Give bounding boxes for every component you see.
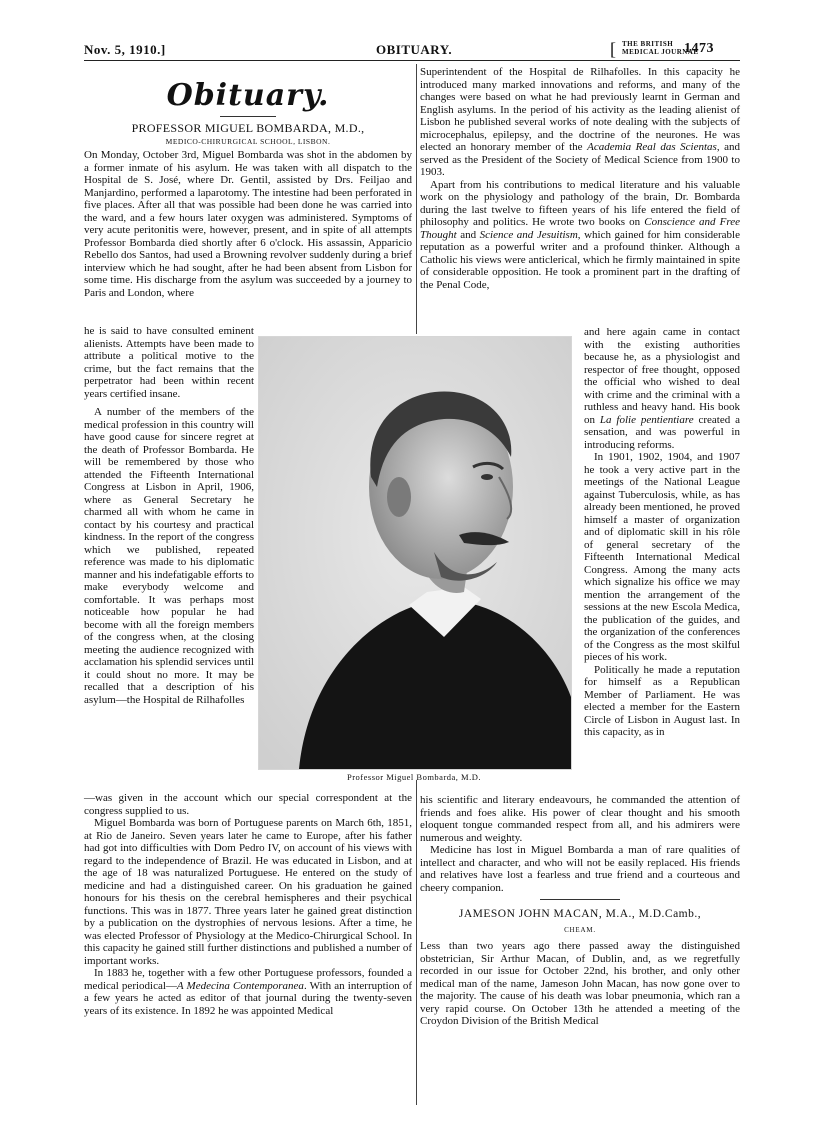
column-divider xyxy=(416,64,417,334)
right-column-article2 xyxy=(420,940,740,1028)
paragraph: In 1901, 1902, 1904, and 1907 he took a very active part in the meetings of the National League against Tuberculosis, while, as has already been mentioned, he proved himself a master of organization and of diplomatic skill in his rôle of general secretary of the Fifteenth International Medical Congress. Among the many acts which signalize his office we may mention the arrangement of the sessions at the new Escola Medica, the publication of the guides, and the organization of the conferences of the Congress as the most skilful pieces of his work. xyxy=(584,451,740,663)
paragraph: he is said to have consulted eminent alienists. Attempts have been made to attribute a political motive to the crime, but the fact remains that the perpetrator had been within recent years certified insane. xyxy=(84,325,254,400)
second-obituary-heading: JAMESON JOHN MACAN, M.A., M.D.Camb., xyxy=(458,908,702,920)
title-rule xyxy=(220,116,276,117)
left-column-bottom xyxy=(84,792,412,1017)
text-run: , which gained for him considerable reputation as a powerful writer and a profound thinker. Although a Catholic his views were anticlerical, which he firmly maintained in spite of considerable opposition. He took a prominent part in the drafting of the Penal Code, xyxy=(420,228,740,291)
issue-date: Nov. 5, 1910.] xyxy=(84,42,166,57)
book-title: Conscience and Free Thought xyxy=(420,216,740,241)
book-title: Science and Jesuitism xyxy=(479,228,578,241)
right-column-bottom xyxy=(420,794,740,894)
text-run: and xyxy=(456,228,480,241)
paragraph xyxy=(420,66,740,179)
section-title: Obituary. xyxy=(166,78,330,113)
running-head xyxy=(84,40,740,62)
paragraph: On Monday, October 3rd, Miguel Bombarda was shot in the abdomen by a former inmate of his asylum. He was taken with all dispatch to the Hospital de S. José, where Dr. Gentil, assisted by Drs. Feiljao and Manjardino, performed a laparotomy. The intestine had been perforated in five places. After all that was possible had been done he was carried into the ward, and a few hours later oxygen was administered. Symptoms of very acute peritonitis were, however, present, and in spite of all attempts Professor Bombarda died shortly after 6 o'clock. His assassin, Apparicio Rebello dos Santos, had used a Browning revolver suddenly during a brief interview which he had sought, after he had been absent from Lisbon for some time. His discharge from the asylum was succeeded by a journey to Paris and London, where xyxy=(84,149,412,299)
text-run: . With an interruption of a few years he acted as editor of that journal during the twenty-seven years of its existence. In 1892 he was appointed Medical xyxy=(84,979,412,1017)
text-run: Superintendent of the Hospital de Rilhafolles. In this capacity he introduced many marked innovations and reforms, and many of the changes were based on what he had previously learnt in German and English asylums. In the period of his activity as the leading alienist of Lisbon he published several works of note dealing with the subjects of microcephalus, epilepsy, and the doctrine of the neurones. He was elected an honorary member of the xyxy=(420,66,740,153)
right-column-top xyxy=(420,66,740,291)
paragraph xyxy=(420,179,740,292)
academy-name: Academia Real das Scientas xyxy=(587,141,717,153)
paragraph: A number of the members of the medical profession in this country will have good cause for sincere regret at the death of Professor Bombarda. He will be remembered by those who attended the Fifteenth International Congress at Lisbon in April, 1906, where as General Secretary he charmed all with whom he came in contact by his courtesy and practical kindness. In the report of the congress which we published, repeated reference was made to his diplomatic manner and his indefatigable efforts to make everybody welcome and comfortable. It was perhaps most noticeable how popular he had become with all the foreign members of the congress when, at the closing meeting the audience recognized with acclamation his splendid services until it could shout no more. It may be recalled that a description of his asylum—the Hospital de Rilhafolles xyxy=(84,406,254,706)
article-separator xyxy=(540,899,620,900)
paragraph xyxy=(584,326,740,451)
text-run: , and served as the President of the Society of Medical Science from 1900 to 1903. xyxy=(420,141,740,178)
journal-name-line2: MEDICAL JOURNAL xyxy=(622,48,699,56)
paragraph: Less than two years ago there passed away the distinguished obstetrician, Sir Arthur Macan, of Dublin, and, as we regretfully recorded in our issue for October 22nd, his brother, and only other medical man of the name, Jameson John Macan, has now gone over to the majority. The cause of his death was lobar pneumonia, which ran a very rapid course. On October 13th he attended a meeting of the Croydon Division of the British Medical xyxy=(420,940,740,1027)
paragraph: —was given in the account which our special correspondent at the congress supplied to us. xyxy=(84,792,412,817)
photo-caption: Professor Miguel Bombarda, M.D. xyxy=(346,772,481,782)
paragraph: Politically he made a reputation for himself as a Republican Member of Parliament. He was elected a member for the Eastern Circle of Lisbon in August last. In this capacity, as in xyxy=(584,663,740,738)
paragraph: Medicine has lost in Miguel Bombarda a man of rare qualities of intellect and character, and who will not be easily replaced. His friends and relatives have lost a fearless and true friend and a courteous and cheery companion. xyxy=(420,844,740,894)
portrait-photo xyxy=(258,336,572,770)
text-run: and here again came in contact with the existing authorities because he, as a physiologist and respector of free thought, opposed the official who wished to deal with crime and the criminal with a ruthless and heavy hand. His book on xyxy=(584,326,740,426)
right-column-narrow xyxy=(584,326,740,739)
text-run: In 1883 he, together with a few other Portuguese professors, founded a medical periodical— xyxy=(84,967,412,992)
journal-name-line1: THE BRITISH xyxy=(622,40,674,48)
page-number: 1473 xyxy=(684,41,714,56)
column-divider xyxy=(416,780,417,1105)
text-run: created a sensation, and was powerful in introducing reforms. xyxy=(584,413,740,451)
paragraph: Miguel Bombarda was born of Portuguese parents on March 6th, 1851, at Rio de Janeiro. Seven years later he came to Europe, after his father had got into difficulties with Dom Pedro IV, on account of his views with regard to the independence of Brazil. He was educated in Lisbon, and at the age of 18 was naturalized Portuguese. He entered on the study of medicine and had a distinguished career. On his graduation he gained honours for his thesis on the cerebral hemispheres and their psychical functions. This was in 1877. Three years later he gained great distinction by a publication on the dystrophies of nervous lesions. After a time, he was elected Professor of Physiology at the Medico-Chirurgical School. In this capacity he gained still further distinctions and published a number of important works. xyxy=(84,817,412,967)
portrait-illustration xyxy=(259,337,571,769)
paragraph: his scientific and literary endeavours, he commanded the attention of friends and foes alike. His power of clear thought and his smooth eloquent tongue commanded respect from all, and his admirers were numerous and weighty. xyxy=(420,794,740,844)
text-run: Apart from his contributions to medical literature and his valuable work on the physiology and pathology of the brain, Dr. Bombarda during the last twelve to fifteen years of his life entered the field of philosophy and politics. He wrote two books on xyxy=(420,178,740,228)
second-obituary-location: CHEAM. xyxy=(564,926,596,934)
periodical-title: A Medecina Contemporanea xyxy=(176,979,304,992)
journal-bracket: [ xyxy=(610,39,617,59)
obituary-affiliation: MEDICO-CHIRURGICAL SCHOOL, LISBON. xyxy=(165,137,331,146)
header-rule xyxy=(84,60,740,61)
section-name: OBITUARY. xyxy=(376,42,453,57)
left-column-top xyxy=(84,149,412,299)
obituary-heading: PROFESSOR MIGUEL BOMBARDA, M.D., xyxy=(131,121,365,135)
paragraph xyxy=(84,967,412,1017)
book-title: La folie pentientiare xyxy=(599,413,694,426)
left-column-narrow xyxy=(84,325,254,706)
